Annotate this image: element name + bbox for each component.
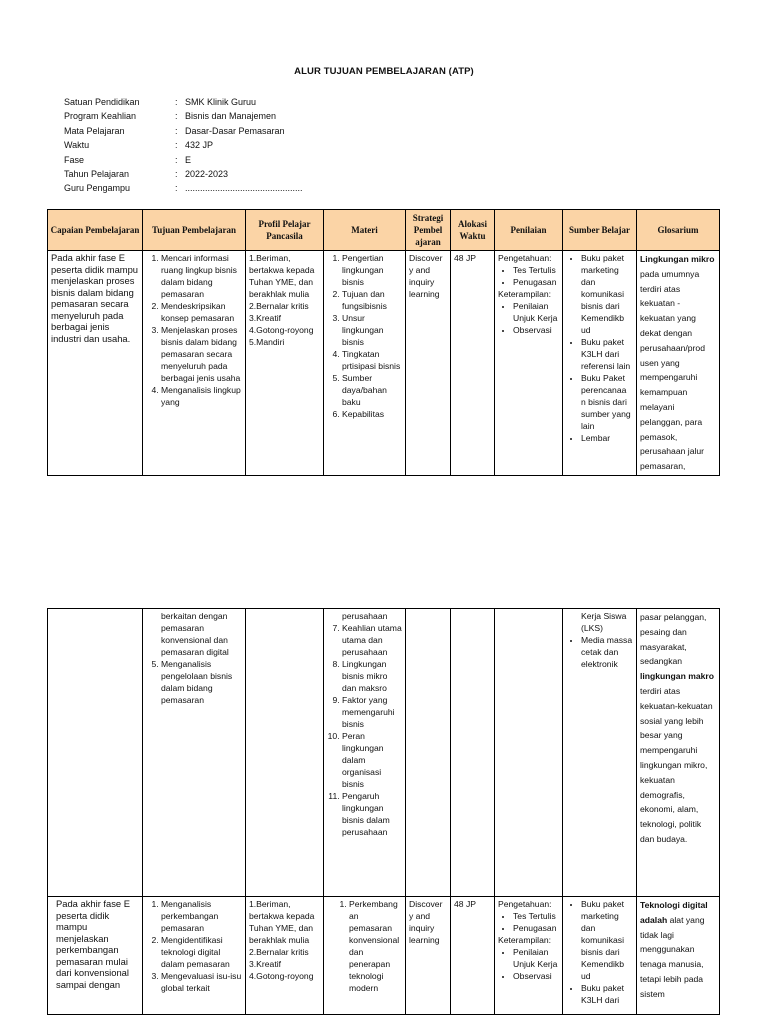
meta-key: Guru Pengampu (64, 183, 131, 194)
profil-item: 4.Gotong-royong (249, 325, 314, 335)
meta-value: 432 JP (185, 140, 214, 151)
strategi-cell (406, 609, 451, 897)
meta-row (64, 95, 303, 109)
penilaian-item: • Tes Tertulis (513, 910, 559, 922)
sumber-item: • Buku paket K3LH dari referensi lain (581, 336, 633, 372)
tujuan-item: 4. Menganalisis lingkup yang (161, 384, 242, 408)
meta-row (64, 181, 303, 195)
meta-key: Tahun Pelajaran (64, 169, 130, 180)
header-strategi: Strategi Pembel ajaran (406, 210, 451, 251)
meta-colon: : (175, 125, 178, 136)
tujuan-cell (143, 251, 246, 476)
sumber-item: • Lembar (581, 432, 633, 444)
penilaian-cell (495, 897, 563, 1015)
glosarium-term: lingkungan makro (640, 671, 715, 682)
meta-row (64, 153, 303, 167)
penilaian-item: • Penugasan (513, 922, 559, 934)
tujuan-item: 2. Mengidentifikasi teknologi digital dalam pemasaran (161, 934, 242, 970)
meta-colon: : (175, 183, 178, 194)
alokasi-cell (451, 609, 495, 897)
strategi-cell: Discover y and inquiry learning (406, 251, 451, 476)
materi-item: 8. Lingkungan bisnis mikro dan maksro (342, 658, 402, 694)
sumber-continued: Kerja Siswa (LKS) (581, 611, 627, 633)
materi-item: 5. Sumber daya/bahan baku (342, 372, 402, 408)
tujuan-item: 5. Menganalisis pengelolaan bisnis dalam bidang pemasaran (161, 658, 242, 706)
profil-item: 1.Beriman, bertakwa kepada Tuhan YME, dan berakhlak mulia (249, 253, 315, 299)
meta-key: Fase (64, 154, 85, 165)
penilaian-cell (495, 251, 563, 476)
alokasi-cell: 48 JP (451, 897, 495, 1015)
profil-cell (246, 897, 324, 1015)
sumber-item: • Media massa cetak dan elektronik (581, 634, 633, 670)
penilaian-cell (495, 609, 563, 897)
header-capaian: Capaian Pembelajaran (48, 210, 143, 251)
meta-colon: : (175, 140, 178, 151)
materi-item: 1. Perkembang an pemasaran konvensional dan penerapan teknologi modern (349, 898, 402, 994)
tujuan-item: 3. Menjelaskan proses bisnis dalam bidang pemasaran secara menyeluruh pada berbagai jenis usaha (161, 324, 242, 384)
sumber-cell (563, 251, 637, 476)
header-glosarium: Glosarium (637, 210, 720, 251)
alokasi-cell: 48 JP (451, 251, 495, 476)
profil-item: 4.Gotong-royong (249, 971, 314, 981)
meta-value: ............................................... (185, 183, 303, 194)
header-materi: Materi (324, 210, 406, 251)
penilaian-item: • Penilaian Unjuk Kerja (513, 946, 559, 970)
materi-item: 4. Tingkatan prtisipasi bisnis (342, 348, 402, 372)
penilaian-pengetahuan-label: Pengetahuan: (498, 253, 552, 263)
materi-item: 7. Keahlian utama utama dan perusahaan (342, 622, 402, 658)
table-row (48, 251, 720, 476)
atp-table-page-2 (47, 608, 720, 1015)
meta-value: Bisnis dan Manajemen (185, 111, 277, 122)
header-penilaian: Penilaian (495, 210, 563, 251)
meta-key: Mata Pelajaran (64, 125, 125, 136)
tujuan-cell (143, 897, 246, 1015)
header-tujuan: Tujuan Pembelajaran (143, 210, 246, 251)
sumber-item: • Buku paket marketing dan komunikasi bisnis dari Kemendikb ud (581, 898, 633, 982)
materi-item: 2. Tujuan dan fungsibisnis (342, 288, 402, 312)
materi-item: 6. Kepabilitas (342, 408, 402, 420)
meta-row (64, 109, 303, 123)
capaian-cell: Pada akhir fase E peserta didik mampu menjelaskan perkembangan pemasaran mulai dari konvensional sampai dengan (48, 897, 143, 1015)
glosarium-cell (637, 897, 720, 1015)
profil-item: 1.Beriman, bertakwa kepada Tuhan YME, dan berakhlak mulia (249, 899, 315, 945)
header-profil: Profil Pelajar Pancasila (246, 210, 324, 251)
penilaian-keterampilan-label: Keterampilan: (498, 289, 552, 299)
glosarium-term: Lingkungan mikro (640, 254, 715, 264)
materi-item: 10. Peran lingkungan dalam organisasi bisnis (342, 730, 402, 790)
meta-value: 2022-2023 (185, 169, 229, 180)
materi-item: 11. Pengaruh lingkungan bisnis dalam perusahaan (342, 790, 402, 838)
profil-item: 3.Kreatif (249, 959, 282, 969)
profil-cell (246, 609, 324, 897)
materi-cell (324, 897, 406, 1015)
meta-key: Satuan Pendidikan (64, 97, 140, 107)
penilaian-item: • Penilaian Unjuk Kerja (513, 300, 559, 324)
atp-table-page-1 (47, 209, 720, 476)
tujuan-cell (143, 609, 246, 897)
capaian-cell: Pada akhir fase E peserta didik mampu menjelaskan proses bisnis dalam bidang pemasaran secara menyeluruh pada berbagai jenis industri dan usaha. (48, 251, 143, 476)
materi-item: 1. Pengertian lingkungan bisnis (342, 252, 402, 288)
glosarium-cell (637, 609, 720, 897)
penilaian-item: • Tes Tertulis (513, 264, 559, 276)
tujuan-continued: berkaitan dengan pemasaran konvensional dan pemasaran digital (161, 611, 229, 657)
glosarium-text: terdiri atas kekuatan-kekuatan sosial yang lebih besar yang mempengaruhi lingkungan mikro, kekuatan demografis, ekonomi, alam, teknologi, politik dan budaya. (640, 685, 713, 844)
glosarium-text: alat yang tidak lagi menggunakan tenaga manusia, tetapi lebih pada sistem (640, 914, 705, 999)
header-sumber: Sumber Belajar (563, 210, 637, 251)
penilaian-keterampilan-label: Keterampilan: (498, 935, 552, 945)
meta-value: E (185, 154, 192, 165)
glosarium-text: pada umumnya terdiri atas kekuatan - kekuatan yang dekat dengan perusahaan/prod usen yang mempengaruhi kemampuan melayani pelanggan, para pemasok, perusahaan jalur pemasaran, (640, 268, 705, 472)
materi-item: 3. Unsur lingkungan bisnis (342, 312, 402, 348)
materi-cell (324, 609, 406, 897)
sumber-cell (563, 897, 637, 1015)
profil-item: 3.Kreatif (249, 313, 282, 323)
tujuan-item: 2. Mendeskripsikan konsep pemasaran (161, 300, 242, 324)
sumber-item: • Buku paket marketing dan komunikasi bisnis dari Kemendikb ud (581, 252, 633, 336)
glosarium-term: Teknologi digital adalah (640, 900, 708, 925)
meta-colon: : (175, 154, 178, 165)
meta-row (64, 167, 303, 181)
meta-colon: : (175, 169, 178, 180)
materi-item: 9. Faktor yang memengaruhi bisnis (342, 694, 402, 730)
profil-cell (246, 251, 324, 476)
meta-row (64, 138, 303, 152)
table-row (48, 609, 720, 897)
sumber-item: • Buku Paket perencanaa n bisnis dari sumber yang lain (581, 372, 633, 432)
meta-key: Program Keahlian (64, 111, 137, 122)
profil-item: 2.Bernalar kritis (249, 301, 309, 311)
meta-row (64, 124, 303, 138)
sumber-item: • Buku paket K3LH dari (581, 982, 633, 1006)
glosarium-text-pre: pasar pelanggan, pesaing dan masyarakat, sedangkan (640, 612, 707, 667)
materi-continued: perusahaan (342, 611, 388, 621)
table-row (48, 897, 720, 1015)
meta-key: Waktu (64, 140, 90, 151)
document-title: ALUR TUJUAN PEMBELAJARAN (ATP) (294, 66, 474, 77)
tujuan-item: 3. Mengevaluasi isu-isu global terkait (161, 970, 242, 994)
glosarium-cell (637, 251, 720, 476)
penilaian-item: • Observasi (513, 324, 559, 336)
materi-cell (324, 251, 406, 476)
profil-item: 2.Bernalar kritis (249, 947, 309, 957)
capaian-cell (48, 609, 143, 897)
profil-item: 5.Mandiri (249, 337, 285, 347)
meta-colon: : (175, 97, 178, 107)
penilaian-item: • Penugasan (513, 276, 559, 288)
meta-value: Dasar-Dasar Pemasaran (185, 125, 285, 136)
strategi-cell: Discover y and inquiry learning (406, 897, 451, 1015)
document-meta (64, 95, 303, 196)
penilaian-item: • Observasi (513, 970, 559, 982)
header-alokasi: Alokasi Waktu (451, 210, 495, 251)
meta-colon: : (175, 111, 178, 122)
sumber-cell (563, 609, 637, 897)
penilaian-pengetahuan-label: Pengetahuan: (498, 899, 552, 909)
meta-value: SMK Klinik Guruu (185, 97, 257, 107)
tujuan-item: 1. Mencari informasi ruang lingkup bisnis dalam bidang pemasaran (161, 252, 242, 300)
tujuan-item: 1. Menganalisis perkembangan pemasaran (161, 898, 242, 934)
